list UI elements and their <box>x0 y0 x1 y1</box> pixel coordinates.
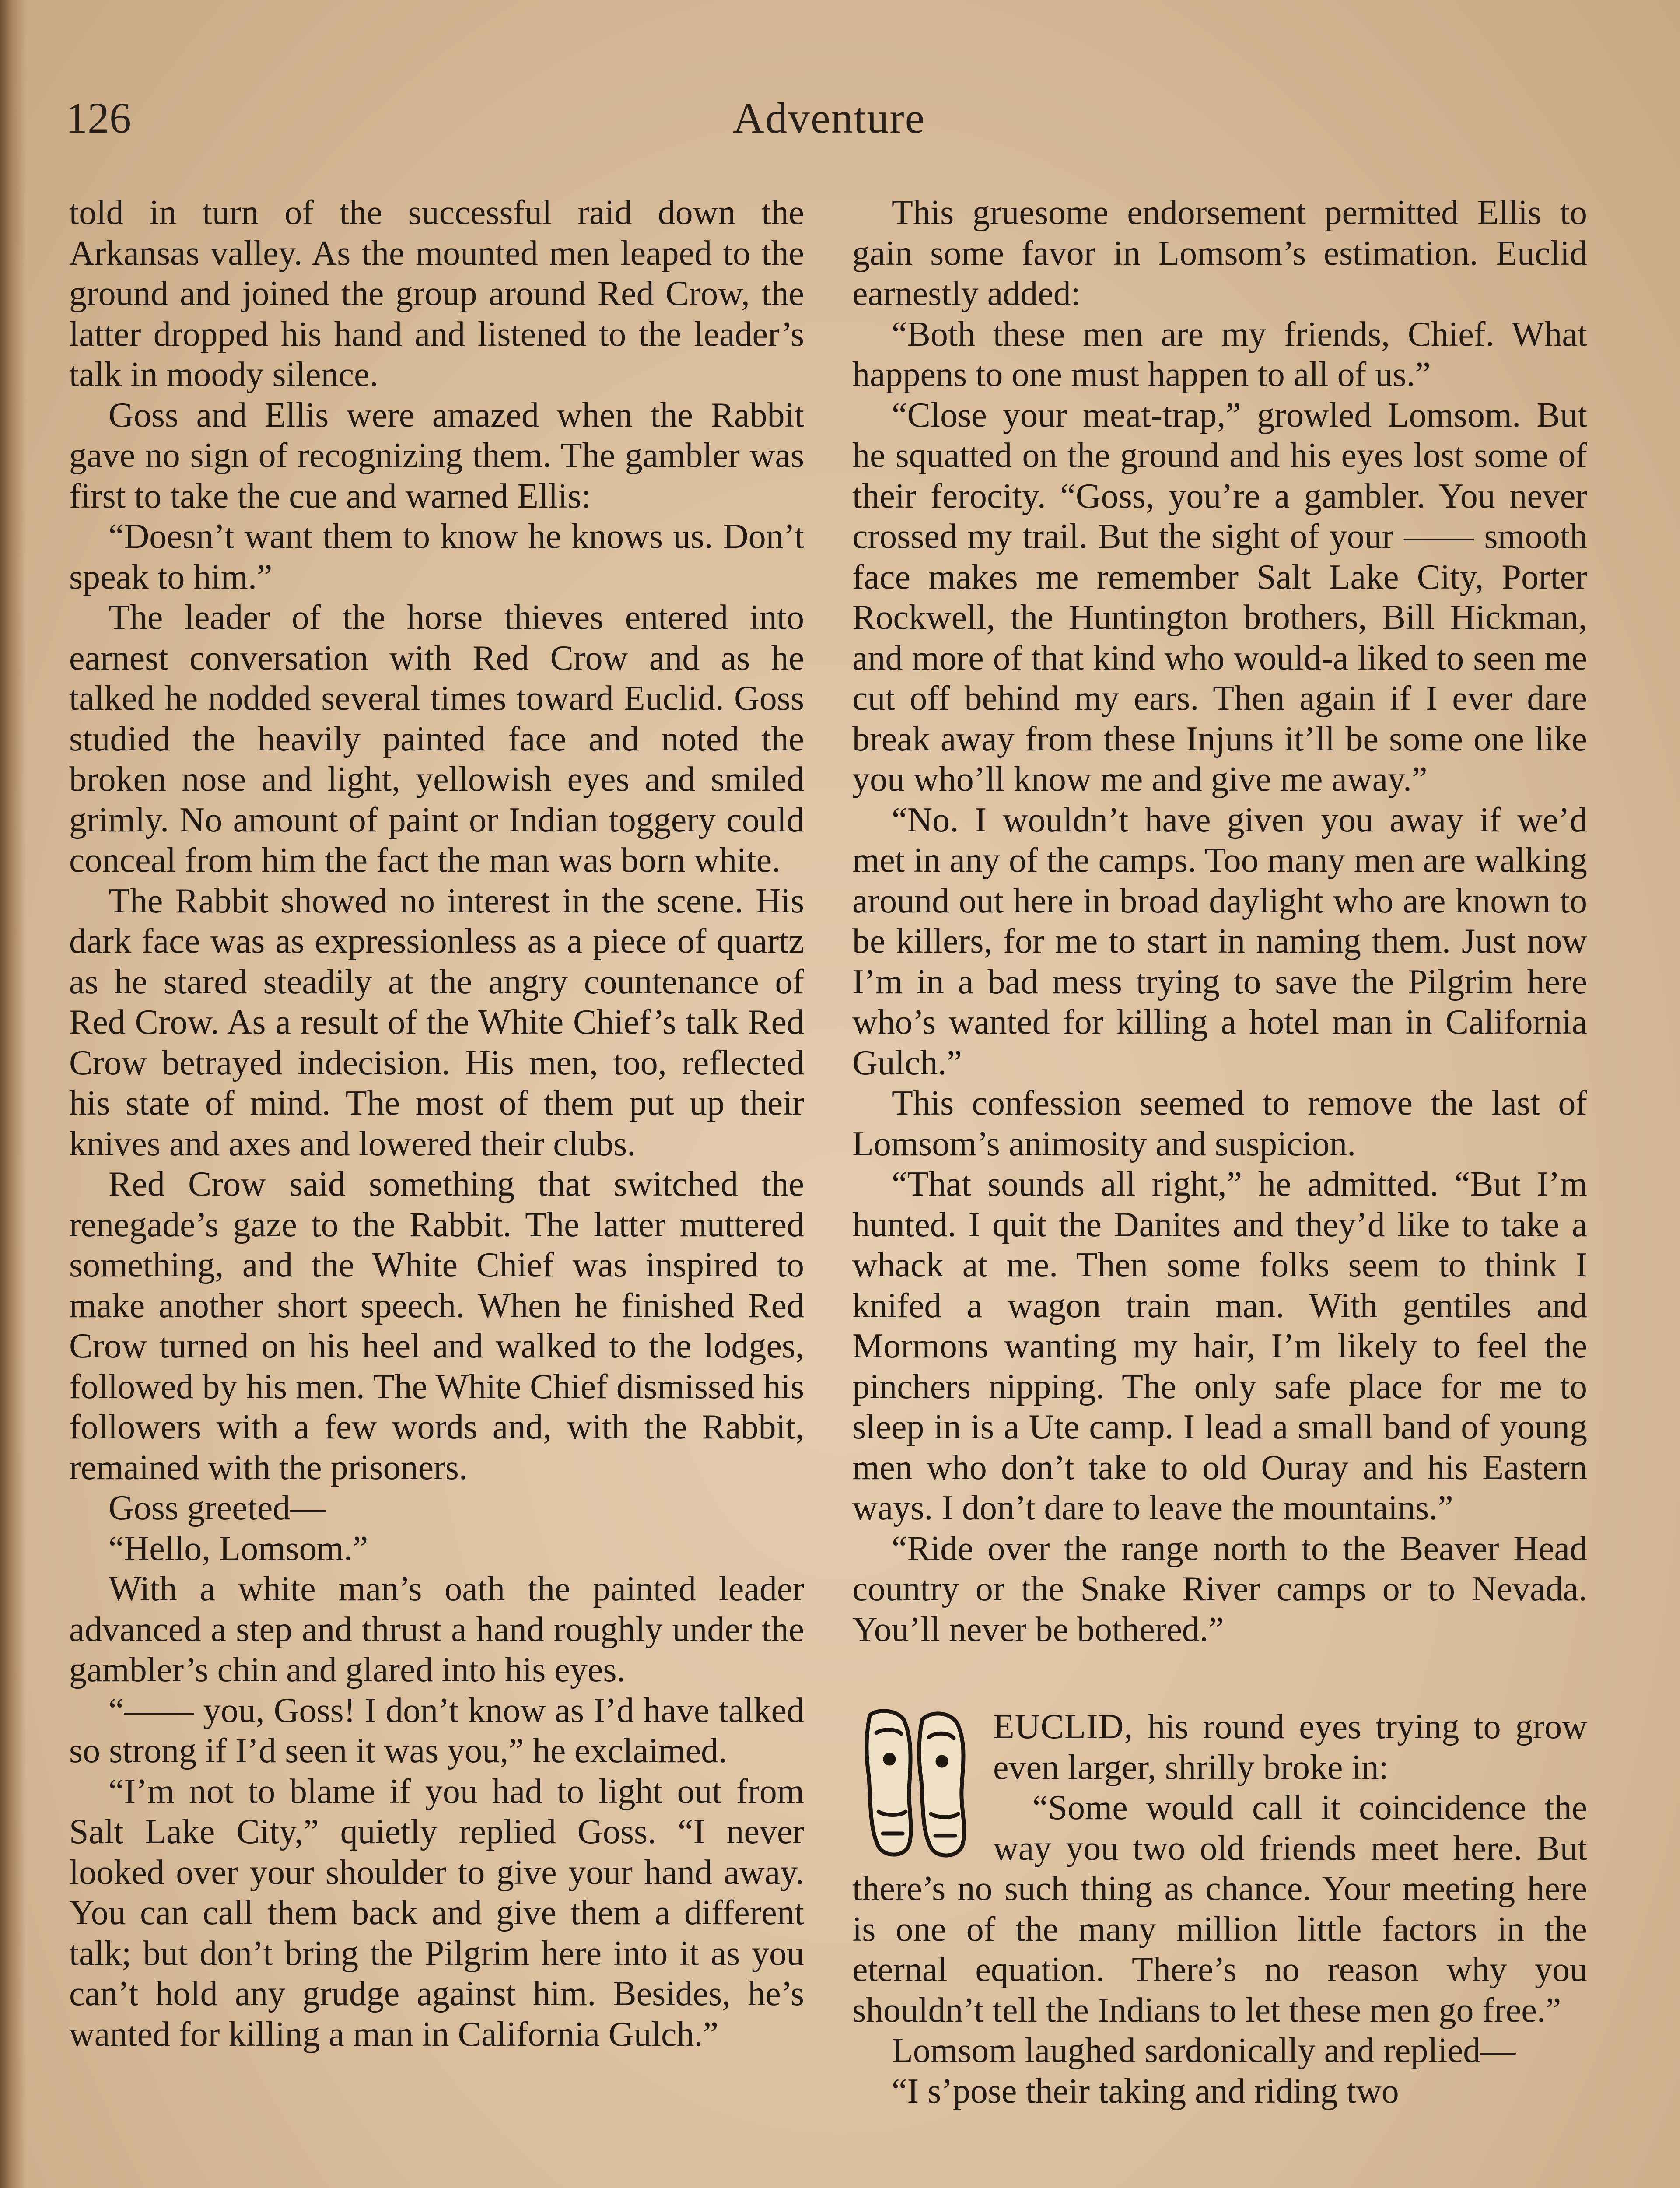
paragraph: “Some would call it coincidence the way you two old friends meet here. But there’s no such thing as chance. Your meeting here is one of the many million little factors in the eternal equation. There’s no reason why you shouldn’t tell the Indians to let these men go free.” <box>852 1788 1587 2030</box>
paragraph: This gruesome endorsement permitted Ellis to gain some favor in Lomsom’s estimation. Euclid earnestly added: <box>852 193 1587 313</box>
paragraph: With a white man’s oath the painted leader advanced a step and thrust a hand roughly under the gambler’s chin and glared into his eyes. <box>69 1570 804 1689</box>
lead-in-text: his round eyes trying to grow even larger, shrilly broke in: <box>993 1708 1587 1787</box>
paragraph: Goss and Ellis were amazed when the Rabbit gave no sign of recognizing them. The gambler was first to take the cue and warned Ellis: <box>69 396 804 515</box>
initial-word: EUCLID, <box>993 1708 1134 1746</box>
page-header <box>66 88 1592 166</box>
paragraph: The leader of the horse thieves entered into earnest conversation with Red Crow and as he talked he nodded several times toward Euclid. Goss studied the heavily painted face and noted the broken nose and light, yellowish eyes and smiled grimly. No amount of paint or Indian toggery could conceal from him the fact the man was born white. <box>69 598 804 880</box>
section-break <box>852 1650 1587 1707</box>
paragraph: The Rabbit showed no interest in the scene. His dark face was as expressionless as a piece of quartz as he stared steadily at the angry countenance of Red Crow. As a result of the White Chief’s talk Red Crow betrayed indecision. His men, too, reflected his state of mind. The most of them put up their knives and axes and lowered their clubs. <box>69 881 804 1163</box>
paragraph: “No. I wouldn’t have given you away if we’d met in any of the camps. Too many men are walking around out here in broad daylight who are known to be killers, for me to start in naming them. Just now I’m in a bad mess trying to save the Pilgrim here who’s wanted for killing a hotel man in California Gulch.” <box>852 800 1587 1082</box>
paragraph: “I’m not to blame if you had to light out from Salt Lake City,” quietly replied Goss. “I never looked over your shoulder to give your hand away. You can call them back and give them a different talk; but don’t bring the Pilgrim here into it as you can’t hold any grudge against him. Besides, he’s wanted for killing a man in California Gulch.” <box>69 1772 804 2054</box>
paragraph: This confession seemed to remove the last of Lomsom’s animosity and suspicion. <box>852 1084 1587 1163</box>
paragraph: Red Crow said something that switched the renegade’s gaze to the Rabbit. The latter muttered something, and the White Chief was inspired to make another short speech. When he finished Red Crow turned on his heel and walked to the lodges, followed by his men. The White Chief dismissed his followers with a few words and, with the Rabbit, remained with the prisoners. <box>69 1165 804 1487</box>
paragraph: “Close your meat-trap,” growled Lomsom. But he squatted on the ground and his eyes lost some of their ferocity. “Goss, you’re a gambler. You never crossed my trail. But the sight of your —— smooth face makes me remember Salt Lake City, Porter Rockwell, the Huntington brothers, Bill Hickman, and more of that kind who would-a liked to seen me cut off behind my ears. Then again if I ever dare break away from these Injuns it’ll be some one like you who’ll know me and give me away.” <box>852 396 1587 799</box>
paragraph: “—— you, Goss! I don’t know as I’d have talked so strong if I’d seen it was you,” he exclaimed. <box>69 1691 804 1770</box>
paragraph: “Both these men are my friends, Chief. What happens to one must happen to all of us.” <box>852 315 1587 394</box>
paragraph: told in turn of the successful raid down the Arkansas valley. As the mounted men leaped to the ground and joined the group around Red Crow, the latter dropped his hand and listened to the leader’s talk in moody silence. <box>69 193 804 394</box>
page-number: 126 <box>66 94 131 142</box>
paragraph: “Hello, Lomsom.” <box>108 1529 368 1568</box>
paragraph: “Doesn’t want them to know he knows us. Don’t speak to him.” <box>69 517 804 596</box>
page-binding-edge <box>0 0 26 2188</box>
paragraph: “That sounds all right,” he admitted. “But I’m hunted. I quit the Danites and they’d like to take a whack at me. Then some folks seem to think I knifed a wagon train man. With gentiles and Mormons wanting my hair, I’m likely to feel the pinchers nipping. The only safe place for me to sleep in is a Ute camp. I lead a small band of young men who don’t take to old Ouray and his Eastern ways. I don’t dare to leave the mountains.” <box>852 1165 1587 1527</box>
left-column <box>69 193 804 2055</box>
paragraph: Lomsom laughed sardonically and replied— <box>892 2031 1516 2070</box>
right-column <box>852 193 1587 2111</box>
paragraph: “Ride over the range north to the Beaver Head country or the Snake River camps or to Nevada. You’ll never be bothered.” <box>852 1529 1587 1649</box>
paragraph: “I s’pose their taking and riding two <box>892 2072 1399 2111</box>
section-opening <box>852 1707 1587 2111</box>
running-title: Adventure <box>732 94 926 142</box>
paragraph: Goss greeted— <box>108 1489 326 1527</box>
boots-icon <box>852 1707 984 1860</box>
